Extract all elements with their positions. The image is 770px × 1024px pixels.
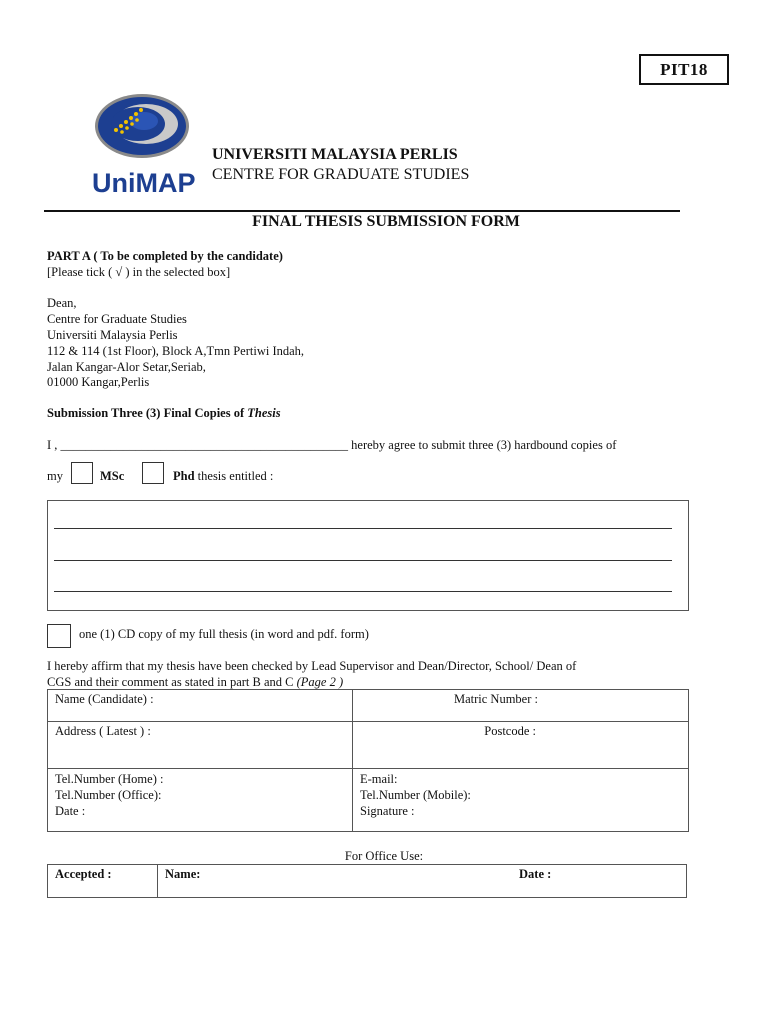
form-code: PIT18 xyxy=(639,54,729,85)
date-label: Date : xyxy=(55,804,86,818)
thesis-title-line[interactable] xyxy=(54,528,672,529)
signature-label: Signature : xyxy=(360,804,415,818)
agreement-line xyxy=(47,438,616,453)
accepted-label: Accepted : xyxy=(55,867,112,881)
phd-entitled xyxy=(173,469,273,484)
affirm-page-ref: (Page 2 ) xyxy=(296,675,344,689)
postcode-label: Postcode : xyxy=(484,724,536,738)
tel-date-cell[interactable] xyxy=(48,769,353,832)
phd-checkbox[interactable] xyxy=(142,462,164,484)
office-name-label: Name: xyxy=(165,867,201,881)
phd-label: Phd xyxy=(173,469,195,483)
address-line: Centre for Graduate Studies xyxy=(47,312,187,326)
office-name-cell[interactable] xyxy=(158,865,513,898)
address-line: 01000 Kangar,Perlis xyxy=(47,375,150,389)
office-date-label: Date : xyxy=(519,867,552,881)
msc-checkbox[interactable] xyxy=(71,462,93,484)
address-line: Universiti Malaysia Perlis xyxy=(47,328,178,342)
agreement-suffix: hereby agree to submit three (3) hardbound copies of xyxy=(351,438,617,452)
thesis-title-line[interactable] xyxy=(54,560,672,561)
logo-wordmark: UniMAP xyxy=(92,168,196,196)
office-use-table xyxy=(47,864,687,898)
email-label: E-mail: xyxy=(360,772,398,786)
part-a-heading: PART A ( To be completed by the candidate) xyxy=(47,249,283,263)
cd-copy-label: one (1) CD copy of my full thesis (in word and pdf. form) xyxy=(79,627,369,641)
tel-home-label: Tel.Number (Home) : xyxy=(55,772,164,786)
submission-heading xyxy=(47,406,281,421)
candidate-name-cell[interactable] xyxy=(48,690,353,722)
submission-heading-text: Submission Three (3) Final Copies of xyxy=(47,406,245,420)
header-divider xyxy=(44,210,680,212)
form-title: FINAL THESIS SUBMISSION FORM xyxy=(252,213,520,230)
university-logo xyxy=(88,86,196,196)
agreement-prefix: I , xyxy=(47,438,58,452)
office-use-caption: For Office Use: xyxy=(344,849,424,863)
matric-label: Matric Number : xyxy=(453,692,538,706)
tel-mobile-label: Tel.Number (Mobile): xyxy=(360,788,471,802)
accepted-cell[interactable] xyxy=(48,865,158,898)
affirm-line-1: I hereby affirm that my thesis have been checked by Lead Supervisor and Dean/Director, School/ Dean of xyxy=(47,659,577,673)
cd-copy-checkbox[interactable] xyxy=(47,624,71,648)
tick-instruction: [Please tick ( √ ) in the selected box] xyxy=(47,265,231,279)
candidate-details-table xyxy=(47,689,689,832)
candidate-name-blank[interactable]: ______________________________________________ xyxy=(60,438,349,452)
submission-heading-thesis: Thesis xyxy=(247,406,281,420)
affirm-text: CGS and their comment as stated in part B and C xyxy=(47,675,294,689)
contact-signature-cell[interactable] xyxy=(353,769,689,832)
tel-office-label: Tel.Number (Office): xyxy=(55,788,162,802)
affirm-line-2 xyxy=(47,675,343,690)
matric-cell[interactable] xyxy=(353,690,689,722)
address-line: Jalan Kangar-Alor Setar,Seriab, xyxy=(47,360,206,374)
msc-label: MSc xyxy=(100,469,125,483)
address-cell[interactable] xyxy=(48,722,353,769)
postcode-cell[interactable] xyxy=(353,722,689,769)
address-label: Address ( Latest ) : xyxy=(55,724,151,738)
candidate-name-label: Name (Candidate) : xyxy=(55,692,154,706)
office-date-cell[interactable] xyxy=(512,865,687,898)
my-label: my xyxy=(47,469,63,483)
address-line: Dean, xyxy=(47,296,77,310)
thesis-title-box[interactable] xyxy=(47,500,689,611)
university-name: UNIVERSITI MALAYSIA PERLIS xyxy=(212,146,458,163)
thesis-title-line[interactable] xyxy=(54,591,672,592)
centre-name: CENTRE FOR GRADUATE STUDIES xyxy=(212,166,470,183)
thesis-entitled-label: thesis entitled : xyxy=(197,469,274,483)
address-line: 112 & 114 (1st Floor), Block A,Tmn Pertiwi Indah, xyxy=(47,344,305,358)
